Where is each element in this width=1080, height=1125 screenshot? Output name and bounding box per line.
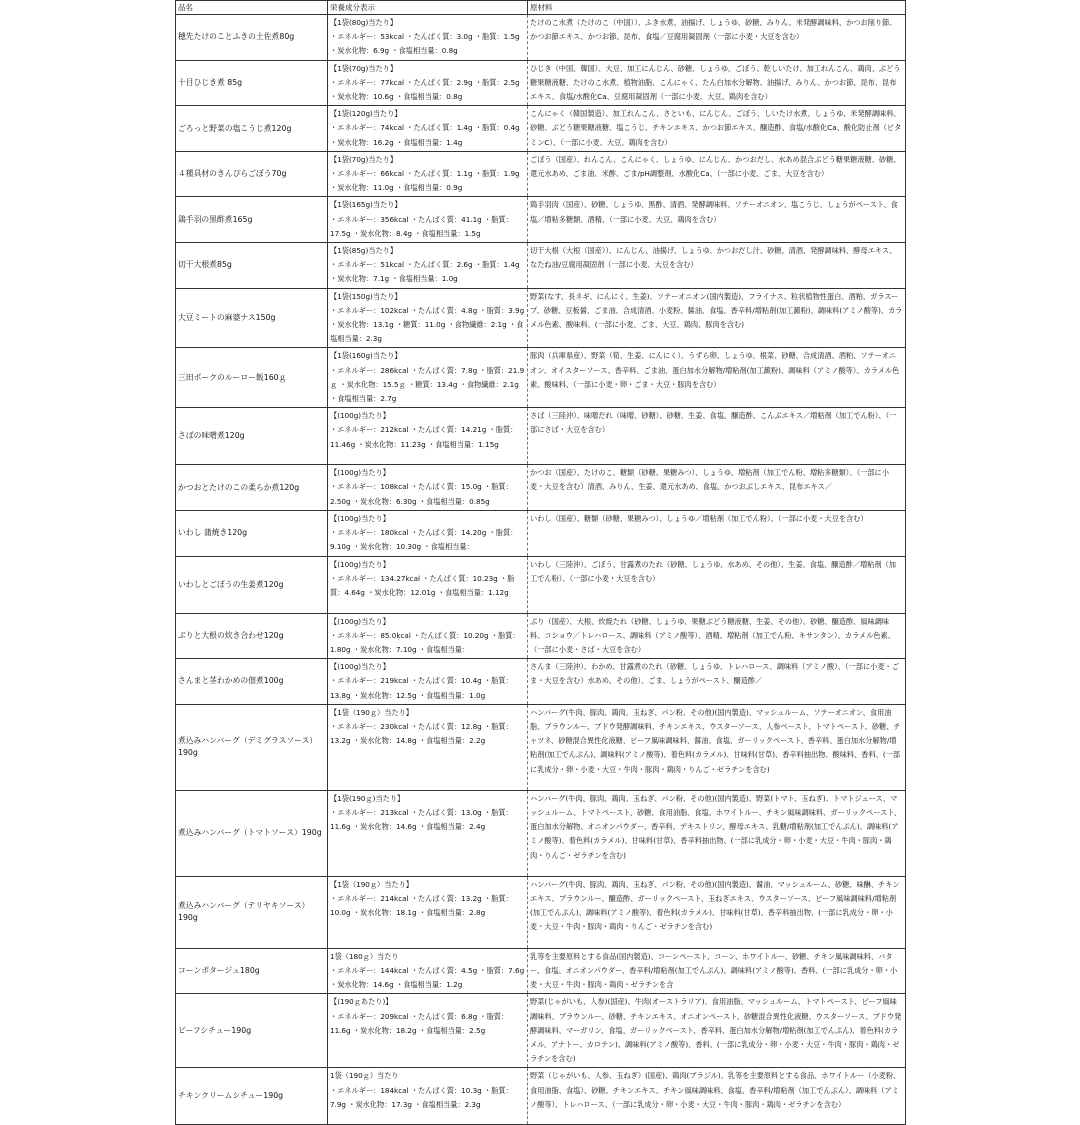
table-row [176,408,906,465]
ingredients-cell: ハンバーグ(牛肉、豚肉、鶏肉、玉ねぎ、パン粉、その他)(国内製造)、醤油、マッシュルーム、砂糖、味醂、チキンエキス、ブラウンルー、醸造酢、ガーリックペースト、玉ねぎエキス、ウスターソース、ビーフ風味調味料/増粘剤(加工でんぷん)、調味料(アミノ酸等)、着色料(カラメル)、甘味料(甘草)、香辛料抽出物、(一部に乳成分・卵・小麦・大豆・牛肉・豚肉・鶏肉・りんご・ゼラチンを含む) [528,876,906,948]
nutrition-serving: 【(100g)当たり】 [330,513,390,523]
product-name: ごろっと野菜の塩こうじ煮120g [176,106,328,152]
nutrition-cell [328,15,528,61]
header-row [176,1,906,15]
nutrition-cell [328,151,528,197]
nutrition-cell [328,197,528,243]
nutrition-serving: 【(100g)当たり】 [330,662,390,672]
nutrition-values: ・エネルギー：180kcal ・たんぱく質：14.20g ・脂質：9.10g ・炭水化物：10.30g ・食塩相当量： [330,528,518,552]
nutrition-serving: 1袋（190ｇ）当たり [330,1071,399,1081]
nutrition-cell [328,994,528,1068]
nutrition-serving: 【(100g)当たり】 [330,616,390,626]
nutrition-values: ・エネルギー：51kcal ・たんぱく質：2.6g ・脂質：1.4g ・炭水化物：7.1g ・食塩相当量：1.0g [330,260,520,284]
product-name: ぶりと大根の炊き合わせ120g [176,613,328,659]
nutrition-values: ・エネルギー：102kcal ・たんぱく質：4.8g ・脂質：3.9g ・炭水化物：13.1g ・糖質：11.0g ・食物繊維：2.1g ・食塩相当量：2.3g [330,305,525,344]
nutrition-cell [328,1068,528,1125]
nutrition-serving: 【1袋(120g)当たり】 [330,109,402,119]
table-row [176,60,906,106]
header-name: 品名 [176,1,328,15]
ingredients-cell: ハンバーグ(牛肉、豚肉、鶏肉、玉ねぎ、パン粉、その他)(国内製造)、野菜(トマト、玉ねぎ)、トマトジュース、マッシュルーム、トマトペースト、砂糖、食用油脂、食塩、ホワイトルー、チキン風味調味料、ガーリックペースト、蛋白加水分解物、オニオンパウダー、香辛料、デキストリン、酵母エキス、乳糖/増粘剤(加工でんぷん)、調味料(アミノ酸等)、着色料(カラメル)、甘味料(甘草)、香辛料抽出物、(一部に乳成分・卵・小麦・大豆・牛肉・豚肉・鶏肉・りんご・ゼラチンを含む) [528,790,906,876]
table-row [176,659,906,705]
ingredients-cell: ひじき（中国、韓国）、大豆、加工にんじん、砂糖、しょうゆ、ごぼう、乾しいたけ、加工れんこん、鶏肉、ぶどう糖果糖液糖、たけのこ水煮、植物油脂、こんにゃく、たん白加水分解物、油揚げ、みりん、かつお節、昆布、昆布エキス、食塩/水酸化Ca、豆腐用凝固剤（一部に小麦、大豆、鶏肉を含む） [528,60,906,106]
nutrition-values: ・エネルギー：212kcal ・たんぱく質：14.21g ・脂質：11.46g ・炭水化物：11.23g ・食塩相当量：1.15g [330,425,518,449]
nutrition-values: ・エネルギー：53kcal ・たんぱく質：3.0g ・脂質：1.5g ・炭水化物：6.9g ・食塩相当量：0.8g [330,32,520,56]
product-name: 十目ひじき煮 85g [176,60,328,106]
nutrition-values: ・エネルギー：77kcal ・たんぱく質：2.9g ・脂質：2.5g ・炭水化物：10.6g ・食塩相当量：0.8g [330,77,520,102]
ingredients-cell: いわし（国産）、糖類（砂糖、果糖みつ）、しょうゆ／増粘剤（加工でん粉）、（一部に小麦・大豆を含む） [528,510,906,556]
nutrition-serving: 【1袋(70g)当たり】 [330,154,398,164]
product-name: チキンクリームシチュー190g [176,1068,328,1125]
nutrition-serving: 【1袋(190ｇ)当たり】 [330,793,405,803]
ingredients-cell: かつお（国産）、たけのこ、糖類（砂糖、果糖みつ）、しょうゆ、増粘剤（加工でん粉、増粘多糖類）、（一部に小麦・大豆を含む）清酒、みりん、生姜、還元水あめ、食塩、かつおぶしエキス、昆布エキス／ [528,465,906,511]
ingredients-cell: 豚肉（兵庫県産）、野菜（筍、生姜、にんにく）、うずら卵、しょうゆ、根菜、砂糖、合成清酒、酒粕、ソテーオニオン、オイスターソース、香辛料、ごま油、蛋白加水分解物/増粘剤(加工澱粉)、調味料（アミノ酸等）、カラメル色素、酸味料、（一部に小麦・卵・ごま・大豆・豚肉を含む） [528,348,906,408]
nutrition-serving: 【1袋(70g)当たり】 [330,63,398,73]
nutrition-values: ・エネルギー：184kcal ・たんぱく質：10.3g ・脂質：7.9g ・炭水化物：17.3g ・食塩相当量：2.3g [330,1085,513,1109]
table-row [176,1068,906,1125]
nutrition-values: ・エネルギー：108kcal ・たんぱく質：15.0g ・脂質：2.50g ・炭水化物：6.30g ・食塩相当量：0.85g [330,482,513,506]
nutrition-values: ・エネルギー：66kcal ・たんぱく質：1.1g ・脂質：1.9g ・炭水化物：11.0g ・食塩相当量：0.9g [330,169,520,193]
nutrition-values: ・エネルギー：134.27kcal ・たんぱく質：10.23g ・脂質：4.64g ・炭水化物：12.01g ・食塩相当量：1.12g [330,573,515,597]
product-table [175,0,906,1125]
table-row [176,613,906,659]
nutrition-values: ・エネルギー：286kcal ・たんぱく質：7.8g ・脂質：21.9ｇ ・炭水化物：15.5ｇ ・糖質：13.4g ・食物繊維：2.1g ・食塩相当量：2.7g [330,365,525,404]
ingredients-cell: ハンバーグ(牛肉、豚肉、鶏肉、玉ねぎ、パン粉、その他)(国内製造)、マッシュルーム、ソテーオニオン、食用油脂、ブラウンルー、ブドウ発酵調味料、チキンエキス、ウスターソース、人参ペースト、トマトペースト、砂糖、チャツネ、砂糖混合異性化液糖、ビーフ風味調味料、醤油、食塩、ガーリックペースト、香辛料、蛋白加水分解物/増粘剤(加工でんぷん)、調味料(アミノ酸等)、着色料(カラメル)、甘味料(甘草)、香辛料抽出物、酸味料、香料、(一部に乳成分・卵・小麦・大豆・牛肉・豚肉・鶏肉・りんご・ゼラチンを含む) [528,704,906,790]
product-name: 煮込みハンバーグ（トマトソース）190g [176,790,328,876]
nutrition-values: ・エネルギー：356kcal ・たんぱく質：41.1g ・脂質：17.5g ・炭水化物：8.4g ・食塩相当量：1.5g [330,214,513,238]
nutrition-values: ・エネルギー：214kcal ・たんぱく質：13.2g ・脂質：10.0g ・炭水化物：18.1g ・食塩相当量：2.8g [330,893,513,918]
nutrition-cell [328,288,528,348]
product-name: かつおとたけのこの柔らか煮120g [176,465,328,511]
table-row [176,106,906,152]
nutrition-serving: 【1袋(150g)当たり】 [330,291,402,301]
nutrition-values: ・エネルギー：213kcal ・たんぱく質：13.0g ・脂質：11.6g ・炭水化物：14.6g ・食塩相当量：2.4g [330,807,513,832]
product-name: 切干大根煮85g [176,243,328,289]
nutrition-cell [328,704,528,790]
table-body [176,15,906,1125]
nutrition-serving: 【1袋（190ｇ）当たり】 [330,879,413,889]
product-name: 鶏手羽の黒酢煮165g [176,197,328,243]
product-name: 穂先たけのことふきの土佐煮80g [176,15,328,61]
nutrition-serving: 【1袋(85g)当たり】 [330,246,398,256]
product-table-sheet [175,0,905,1109]
table-row [176,556,906,613]
ingredients-cell: 切干大根（大根（国産））、にんじん、油揚げ、しょうゆ、かつおだし汁、砂糖、清酒、発酵調味料、酵母エキス、なたね油/豆腐用凝固剤（一部に小麦、大豆を含む） [528,243,906,289]
ingredients-cell: さば（三陸沖）、味噌だれ（味噌、砂糖）、砂糖、生姜、食塩、醸造酢、こんぶエキス／増粘剤（加工でん粉）、（一部にさば・大豆を含む） [528,408,906,465]
nutrition-serving: 【(100g)当たり】 [330,468,390,478]
nutrition-cell [328,613,528,659]
product-name: ４種具材のきんぴらごぼう70g [176,151,328,197]
ingredients-cell: 野菜(なす、長ネギ、にんにく、生姜)、ソテーオニオン(国内製造)、フライナス、粒状植物性蛋白、酒粕、ガラスープ、砂糖、豆板醤、ごま油、合成清酒、小麦粉、醤油、食塩、香辛料/増粘剤(加工澱粉)、調味料(アミノ酸等)、カラメル色素、酸味料、(一部に小麦、ごま、大豆、鶏肉、豚肉を含む) [528,288,906,348]
ingredients-cell: ごぼう（国産）、れんこん、こんにゃく、しょうゆ、にんじん、かつおだし、水あめ混合ぶどう糖果糖液糖、砂糖、還元水あめ、ごま油、米酢、ごま/pH調整剤、水酸化Ca、（一部に小麦、ごま、大豆を含む） [528,151,906,197]
product-name: いわし 蒲焼き120g [176,510,328,556]
nutrition-serving: 【(190ｇあたり)】 [330,997,393,1007]
product-name: さんまと茎わかめの佃煮100g [176,659,328,705]
nutrition-serving: 【(100g)当たり】 [330,559,390,569]
nutrition-values: ・エネルギー：85.0kcal ・たんぱく質：10.20g ・脂質：1.80g ・炭水化物：7.10g ・食塩相当量： [330,630,520,654]
product-name: いわしとごぼうの生姜煮120g [176,556,328,613]
table-row [176,994,906,1068]
nutrition-values: ・エネルギー：74kcal ・たんぱく質：1.4g ・脂質：0.4g ・炭水化物：16.2g ・食塩相当量：1.4g [330,123,520,147]
product-name: 三田ポークのルーロー飯160ｇ [176,348,328,408]
ingredients-cell: たけのこ水煮（たけのこ（中国））、ふき水煮、油揚げ、しょうゆ、砂糖、みりん、米発酵調味料、かつお削り節、かつお節エキス、かつお節、昆布、食塩／豆腐用凝固剤（一部に小麦・大豆を含む） [528,15,906,61]
table-row [176,151,906,197]
table-row [176,15,906,61]
ingredients-cell: いわし（三陸沖）、ごぼう、甘露煮のたれ（砂糖、しょうゆ、水あめ、その他）、生姜、食塩、醸造酢／増粘剤（加工でん粉）、（一部に小麦・大豆を含む） [528,556,906,613]
nutrition-cell [328,876,528,948]
nutrition-cell [328,790,528,876]
ingredients-cell: 野菜（じゃがいも、人参、玉ねぎ）(国産)、鶏肉(ブラジル)、乳等を主要原料とする食品、ホワイトルー（小麦粉、食用油脂、食塩）、砂糖、チキンエキス、チキン風味調味料、食塩、香辛料/増粘剤（加工でんぷん）、調味料（アミノ酸等）、トレハロース、（一部に乳成分・卵・小麦・大豆・牛肉・豚肉・鶏肉・ゼラチンを含む） [528,1068,906,1125]
nutrition-values: ・エネルギー：209kcal ・たんぱく質：6.8g ・脂質：11.6g ・炭水化物：18.2g ・食塩相当量：2.5g [330,1011,509,1035]
nutrition-serving: 1袋（180ｇ）当たり [330,951,399,961]
table-row [176,790,906,876]
product-name: 煮込みハンバーグ（デミグラスソース）190g [176,704,328,790]
product-name: 煮込みハンバーグ（テリヤキソース）190g [176,876,328,948]
table-row [176,704,906,790]
nutrition-values: ・エネルギー：230kcal ・たんぱく質：12.8g ・脂質：13.2g ・炭水化物：14.8g ・食塩相当量：2.2g [330,721,513,746]
nutrition-serving: 【1袋(160g)当たり】 [330,351,402,361]
nutrition-cell [328,510,528,556]
table-row [176,243,906,289]
table-row [176,197,906,243]
nutrition-cell [328,948,528,994]
product-name: 大豆ミートの麻婆ナス150g [176,288,328,348]
table-row [176,465,906,511]
ingredients-cell: ぶり（国産）、大根、炊焼たれ（砂糖、しょうゆ、果糖ぶどう糖液糖、生姜、その他）、砂糖、醸造酢、風味調味料、コショウ／トレハロース、調味料（アミノ酸等）、酒精、増粘剤（加工でん粉、キサンタン）、カラメル色素、（一部に小麦・さば・大豆を含む） [528,613,906,659]
product-name: さばの味噌煮120g [176,408,328,465]
table-row [176,348,906,408]
ingredients-cell: 鶏手羽肉（国産）、砂糖、しょうゆ、黒酢、清酒、発酵調味料、ソテーオニオン、塩こうじ、しょうがペースト、食塩／増粘多糖類、酒精、（一部に小麦、大豆、鶏肉を含む） [528,197,906,243]
nutrition-serving: 【1袋(165g)当たり】 [330,200,402,210]
ingredients-cell: さんま（三陸沖）、わかめ、甘露煮のたれ（砂糖、しょうゆ、トレハロース、調味料（アミノ酸）、（一部に小麦・ごま・大豆を含む）水あめ、その他）、ごま、しょうがペースト、醸造酢／ [528,659,906,705]
nutrition-cell [328,556,528,613]
nutrition-cell [328,408,528,465]
ingredients-cell: 乳等を主要原料とする食品(国内製造)、コーンペースト、コーン、ホワイトルー、砂糖、チキン風味調味料、バター、食塩、オニオンパウダー、香辛料/増粘剤(加工でんぷん)、調味料(アミノ酸等)、香料、(一部に乳成分・卵・小麦・大豆・牛肉・豚肉・鶏肉・ゼラチンを含 [528,948,906,994]
header-ingredients: 原材料 [528,1,906,15]
nutrition-cell [328,106,528,152]
table-row [176,948,906,994]
nutrition-serving: 【(100g)当たり】 [330,411,390,421]
nutrition-values: ・エネルギー：219kcal ・たんぱく質：10.4g ・脂質：13.8g ・炭水化物：12.5g ・食塩相当量：1.0g [330,676,513,700]
ingredients-cell: こんにゃく（韓国製造）、加工れんこん、さといも、にんじん、ごぼう、しいたけ水煮、しょうゆ、米発酵調味料、砂糖、ぶどう糖果糖液糖、塩こうじ、チキンエキス、かつお節エキス、醸造酢、食塩/水酸化Ca、酸化防止剤（ビタミンC）、（一部に小麦、大豆、鶏肉を含む） [528,106,906,152]
nutrition-cell [328,659,528,705]
table-row [176,510,906,556]
nutrition-cell [328,465,528,511]
product-name: ビーフシチュー190g [176,994,328,1068]
header-nutrition: 栄養成分表示 [328,1,528,15]
nutrition-values: ・エネルギー：144kcal ・たんぱく質：4.5g ・脂質：7.6g ・炭水化物：14.6g ・食塩相当量：1.2g [330,965,525,990]
nutrition-cell [328,348,528,408]
ingredients-cell: 野菜(じゃがいも、人参)(国産)、牛肉(オーストラリア)、食用油脂、マッシュルーム、トマトペースト、ビーフ風味調味料、ブラウンルー、砂糖、チキンエキス、オニオンペースト、砂糖混合異性化液糖、ウスターソース、ブドウ発酵調味料、マーガリン、食塩、ガーリックペースト、香辛料、蛋白加水分解物/増粘剤(加工でんぷん)、着色料(カラメル、アナトー、カロテン)、調味料(アミノ酸等)、香料、(一部に乳成分・卵・小麦・大豆・牛肉・豚肉・鶏肉・ゼラチンを含む) [528,994,906,1068]
nutrition-cell [328,60,528,106]
nutrition-serving: 【1袋(80g)当たり】 [330,18,398,27]
nutrition-cell [328,243,528,289]
table-row [176,876,906,948]
table-row [176,288,906,348]
nutrition-serving: 【1袋（190ｇ）当たり】 [330,707,413,717]
product-name: コーンポタージュ180g [176,948,328,994]
